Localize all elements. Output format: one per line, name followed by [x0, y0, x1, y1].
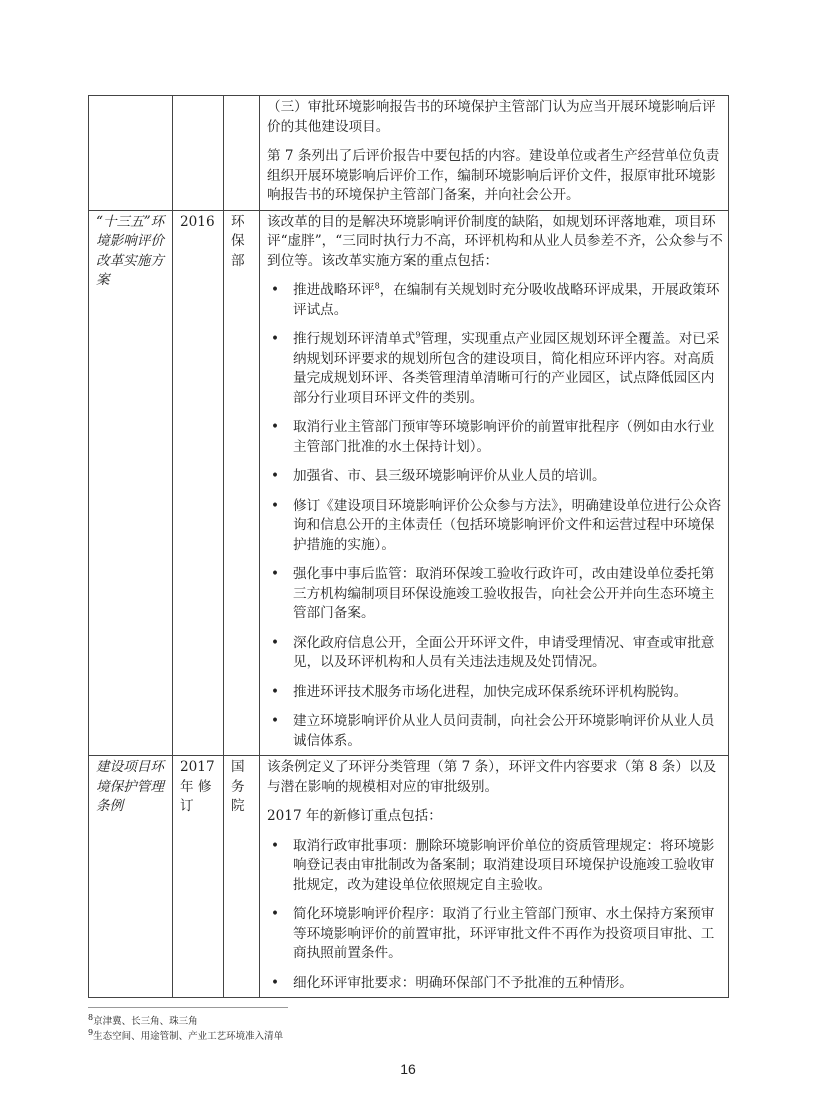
description-cell: [260, 210, 729, 756]
agency-cell: [224, 96, 260, 211]
item-text: 推行规划环评清单式: [293, 331, 416, 347]
agency-cell: 国务院: [224, 756, 260, 998]
footnote-text: 生态空间、用途管制、产业工艺环境准入清单: [93, 1031, 284, 1042]
list-item: [267, 497, 723, 556]
list-item: [267, 418, 723, 457]
footnote-text: 京津冀、长三角、珠三角: [93, 1016, 198, 1027]
item-text: 深化政府信息公开，全面公开环评文件，申请受理情况、审查或审批意见，以及环评机构和人员有关违法违规及处罚情况。: [293, 634, 715, 670]
list-item: [267, 974, 723, 994]
footnote-mark: 9: [88, 1027, 94, 1037]
item-text: 建立环境影响评价从业人员问责制，向社会公开环境影响评价从业人员诚信体系。: [293, 713, 715, 749]
item-text: 加强省、市、县三级环境影响评价从业人员的培训。: [293, 468, 606, 484]
regulation-name-cell: [89, 96, 173, 211]
list-item: [267, 837, 723, 896]
item-text: 推进战略环评: [293, 282, 375, 298]
footnote-divider: [88, 1007, 288, 1008]
bullet-icon: •: [271, 634, 280, 651]
regulations-table: [88, 95, 729, 998]
bullet-icon: •: [271, 906, 280, 922]
item-text: ，在编制有关规划时充分吸收战略环评成果，开展政策环评试点。: [293, 282, 720, 318]
footnotes: [88, 1014, 728, 1044]
bullet-icon: •: [271, 331, 280, 347]
item-text: 取消行业主管部门预审等环境影响评价的前置审批程序（例如由水行业主管部门批准的水土保持计划）。: [293, 419, 715, 455]
paragraph: 该条例定义了环评分类管理（第 7 条），环评文件内容要求（第 8 条）以及与潜在影响的规模相对应的审批级别。: [267, 759, 717, 795]
list-item: [267, 281, 723, 320]
bullet-icon: •: [271, 837, 280, 854]
bullet-list: [267, 837, 723, 994]
list-item: [267, 683, 723, 703]
item-text: 修订《建设项目环境影响评价公众参与方法》，明确建设单位进行公众咨询和信息公开的主体责任（包括环境影响评价文件和运营过程中环境保护措施的实施）。: [293, 497, 722, 553]
regulation-name-cell: “十三五”环境影响评价改革实施方案: [89, 210, 173, 756]
bullet-list: [267, 281, 723, 751]
table-row: [89, 96, 729, 211]
footnote-8: [88, 1014, 728, 1029]
bullet-icon: •: [271, 683, 280, 700]
paragraph: 该改革的目的是解决环境影响评价制度的缺陷，如规划环评落地难，项目环评“虚胖”，“三同时执行力不高，环评机构和从业人员参差不齐，公众参与不到位等。该改革实施方案的重点包括：: [267, 213, 723, 269]
table-row: [89, 210, 729, 756]
bullet-icon: •: [271, 497, 280, 514]
list-item: [267, 330, 723, 408]
page-number: 16: [400, 1061, 416, 1077]
description-cell: [260, 96, 729, 211]
paragraph: （三）审批环境影响报告书的环境保护主管部门认为应当开展环境影响后评价的其他建设项目。: [267, 99, 716, 135]
footnote-mark: 8: [88, 1012, 94, 1022]
list-item: [267, 712, 723, 751]
year-cell: 2016: [173, 210, 224, 756]
footnote-ref: 9: [415, 330, 421, 340]
item-text: 细化环评审批要求：明确环保部门不予批准的五种情形。: [293, 974, 633, 991]
bullet-icon: •: [271, 282, 280, 298]
list-item: [267, 467, 723, 487]
item-text: 简化环境影响评价程序：取消了行业主管部门预审、水土保持方案预审等环境影响评价的前置审批，环评审批文件不再作为投资项目审批、工商执照前置条件。: [293, 906, 715, 961]
list-item: [267, 905, 723, 964]
bullet-icon: •: [271, 974, 280, 991]
item-text: 取消行政审批事项：删除环境影响评价单位的资质管理规定：将环境影响登记表由审批制改为备案制；取消建设项目环境保护设施竣工验收审批规定，改为建设单位依照规定自主验收。: [293, 837, 715, 893]
paragraph: 2017 年的新修订重点包括：: [267, 808, 442, 824]
paragraph: 第 7 条列出了后评价报告中要包括的内容。建设单位或者生产经营单位负责组织开展环境影响后评价工作，编制环境影响后评价文件，报原审批环境影响报告书的环境保护主管部门备案，并向社会公开。: [267, 148, 720, 203]
footnote-9: [88, 1029, 728, 1044]
description-cell: [260, 756, 729, 998]
bullet-icon: •: [271, 419, 280, 435]
bullet-icon: •: [271, 566, 280, 582]
regulation-name-cell: 建设项目环境保护管理条例: [89, 756, 173, 998]
footnote-ref: 8: [374, 281, 380, 291]
agency-cell: 环保部: [224, 210, 260, 756]
table-row: [89, 756, 729, 998]
item-text: 管理，实现重点产业园区规划环评全覆盖。对已采纳规划环评要求的规划所包含的建设项目，简化相应环评内容。对高质量完成规划环评、各类管理清单清晰可行的产业园区，试点降低园区内部分行业项目环评文件的类别。: [293, 331, 720, 406]
bullet-icon: •: [271, 713, 280, 729]
item-text: 推进环评技术服务市场化进程，加快完成环保系统环评机构脱钩。: [293, 683, 688, 700]
year-cell: [173, 96, 224, 211]
list-item: [267, 634, 723, 673]
item-text: 强化事中事后监管：取消环保竣工验收行政许可，改由建设单位委托第三方机构编制项目环保设施竣工验收报告，向社会公开并向生态环境主管部门备案。: [293, 566, 715, 621]
list-item: [267, 565, 723, 624]
bullet-icon: •: [271, 468, 280, 484]
year-cell: 2017 年 修订: [173, 756, 224, 998]
